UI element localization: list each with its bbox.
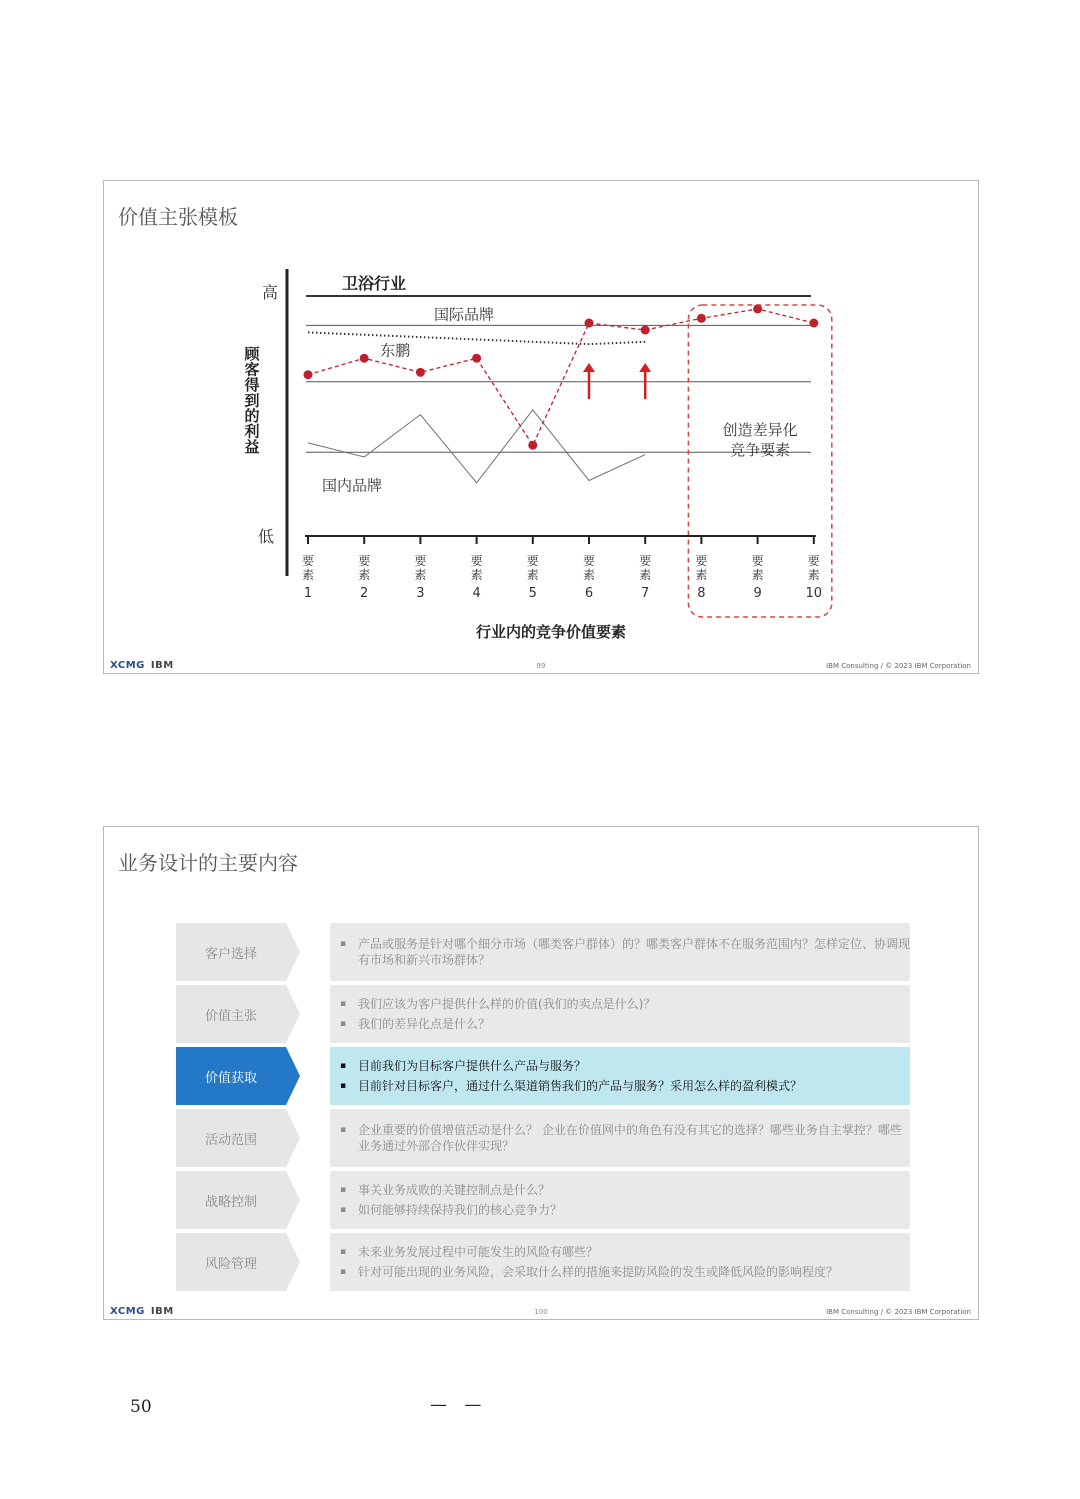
design-row (176, 1171, 910, 1229)
chart-title: 卫浴行业 (342, 274, 407, 293)
differentiation-label: 创造差异化 (722, 421, 798, 439)
data-point (528, 441, 537, 450)
row-content (330, 985, 910, 1043)
bullet-text: ▪ 针对可能出现的业务风险，会采取什么样的措施来提防风险的发生或降低风险的影响程度？ (338, 1264, 910, 1280)
x-tick-label-char: 要 (526, 554, 539, 568)
up-arrow-head (583, 363, 595, 372)
x-tick-label-char: 素 (470, 568, 483, 582)
data-point (585, 319, 594, 328)
x-tick-label-char: 要 (301, 554, 315, 568)
row-label: 价值获取 (176, 1047, 286, 1105)
chevron-shape (286, 1109, 300, 1167)
design-row (176, 923, 910, 981)
y-axis-label-char: 益 (244, 438, 260, 456)
row-content (330, 1233, 910, 1291)
bullet-text: ▪ 如何能够持续保持我们的核心竞争力？ (338, 1202, 910, 1218)
x-tick-label-char: 要 (582, 554, 596, 568)
row-content (330, 1171, 910, 1229)
design-row (176, 1233, 910, 1291)
value-curve-chart (104, 181, 978, 673)
ibm-logo: IBM (150, 1306, 174, 1317)
x-tick-label-char: 要 (414, 554, 427, 568)
x-tick-label-char: 素 (358, 568, 371, 582)
intl-brand-label: 国际品牌 (434, 305, 495, 324)
y-axis-label-char: 利 (244, 422, 260, 441)
bullet-text: ▪ 我们应该为客户提供什么样的价值(我们的卖点是什么)？ (338, 996, 910, 1012)
ibm-logo: IBM (150, 660, 174, 671)
x-tick-label-char: 素 (807, 568, 820, 582)
row-label: 客户选择 (176, 923, 286, 981)
up-arrow-head (639, 363, 651, 372)
x-tick-label-num: 3 (416, 586, 425, 601)
data-point (472, 354, 481, 363)
x-tick-label-num: 8 (697, 586, 706, 601)
y-low-label: 低 (257, 527, 275, 546)
x-tick-label-char: 素 (301, 568, 315, 582)
x-tick-label-char: 要 (470, 554, 483, 568)
y-axis-label-char: 到 (244, 391, 260, 410)
x-tick-label-num: 5 (528, 586, 537, 601)
chevron-shape (286, 1047, 300, 1105)
xcmg-logo: XCMG (110, 1306, 145, 1317)
bullet-text: ▪ 我们的差异化点是什么？ (338, 1016, 910, 1032)
dongpeng-label: 东鹏 (380, 341, 411, 360)
design-row (176, 1047, 910, 1105)
domestic-brand-label: 国内品牌 (322, 476, 383, 495)
bullet-text: ▪ 目前我们为目标客户提供什么产品与服务？ (338, 1058, 910, 1074)
x-tick-label-char: 要 (639, 554, 652, 568)
x-tick-label-char: 要 (751, 554, 764, 568)
row-label: 价值主张 (176, 985, 286, 1043)
y-high-label: 高 (261, 283, 279, 302)
x-tick-label-char: 要 (695, 554, 708, 568)
data-point (753, 304, 762, 313)
row-content (330, 1109, 910, 1167)
row-label: 战略控制 (176, 1171, 286, 1229)
x-axis-label: 行业内的竞争价值要素 (475, 623, 627, 641)
footer-copyright: IBM Consulting / © 2023 IBM Corporation (826, 662, 971, 670)
data-point (809, 319, 818, 328)
series-line-1 (308, 332, 645, 344)
design-row (176, 1109, 910, 1167)
row-content (330, 923, 910, 981)
differentiation-label: 竞争要素 (730, 441, 791, 459)
chevron-shape (286, 985, 300, 1043)
y-axis-label-char: 客 (244, 360, 260, 379)
slide-value-proposition (103, 180, 979, 674)
y-axis-label-char: 的 (244, 407, 260, 425)
x-tick-label-num: 4 (472, 586, 481, 601)
x-tick-label-char: 素 (695, 568, 708, 582)
data-point (697, 314, 706, 323)
data-point (360, 354, 369, 363)
data-point (641, 326, 650, 335)
chevron-shape (286, 1233, 300, 1291)
x-tick-label-num: 9 (753, 586, 762, 601)
x-tick-label-num: 2 (360, 586, 369, 601)
page-number: 50 (130, 1397, 152, 1417)
footer-copyright: IBM Consulting / © 2023 IBM Corporation (826, 1308, 971, 1316)
slide-business-design (103, 826, 979, 1320)
bullet-text: ▪ 未来业务发展过程中可能发生的风险有哪些？ (338, 1244, 910, 1260)
chevron-shape (286, 923, 300, 981)
x-tick-label-num: 6 (584, 586, 594, 601)
x-tick-label-char: 要 (358, 554, 371, 568)
y-axis-label-char: 顾 (244, 345, 260, 363)
x-tick-label-num: 1 (303, 586, 313, 601)
slide-title: 业务设计的主要内容 (118, 851, 298, 875)
row-content (330, 1047, 910, 1105)
x-tick-label-char: 要 (807, 554, 820, 568)
footer-page-number: 100 (534, 1308, 548, 1316)
y-axis-label-char: 得 (244, 376, 260, 394)
xcmg-logo: XCMG (110, 660, 145, 671)
x-tick-label-num: 7 (641, 586, 650, 601)
bullet-text: ▪ 事关业务成败的关键控制点是什么？ (338, 1182, 910, 1198)
footer-page-number: 99 (536, 662, 546, 670)
series-line-2 (308, 410, 645, 483)
bullet-text: ▪ 企业重要的价值增值活动是什么？ 企业在价值网中的角色有没有其它的选择？哪些业务自主掌控？哪些业务通过外部合作伙伴实现？ (338, 1122, 910, 1154)
x-tick-label-char: 素 (639, 568, 652, 582)
x-tick-label-num: 10 (805, 586, 823, 601)
x-tick-label-char: 素 (526, 568, 539, 582)
x-tick-label-char: 素 (414, 568, 427, 582)
bullet-text: ▪ 产品或服务是针对哪个细分市场（哪类客户群体）的？哪类客户群体不在服务范围内？怎样定位、协调现有市场和新兴市场群体？ (338, 936, 910, 968)
data-point (304, 370, 313, 379)
row-label: 风险管理 (176, 1233, 286, 1291)
page-dash: — — (430, 1395, 488, 1415)
x-tick-label-char: 素 (751, 568, 764, 582)
row-label: 活动范围 (176, 1109, 286, 1167)
chevron-shape (286, 1171, 300, 1229)
slide-title: 价值主张模板 (118, 205, 238, 229)
design-row (176, 985, 910, 1043)
data-point (416, 368, 425, 377)
bullet-text: ▪ 目前针对目标客户，通过什么渠道销售我们的产品与服务？采用怎么样的盈利模式？ (338, 1078, 910, 1094)
x-tick-label-char: 素 (582, 568, 596, 582)
